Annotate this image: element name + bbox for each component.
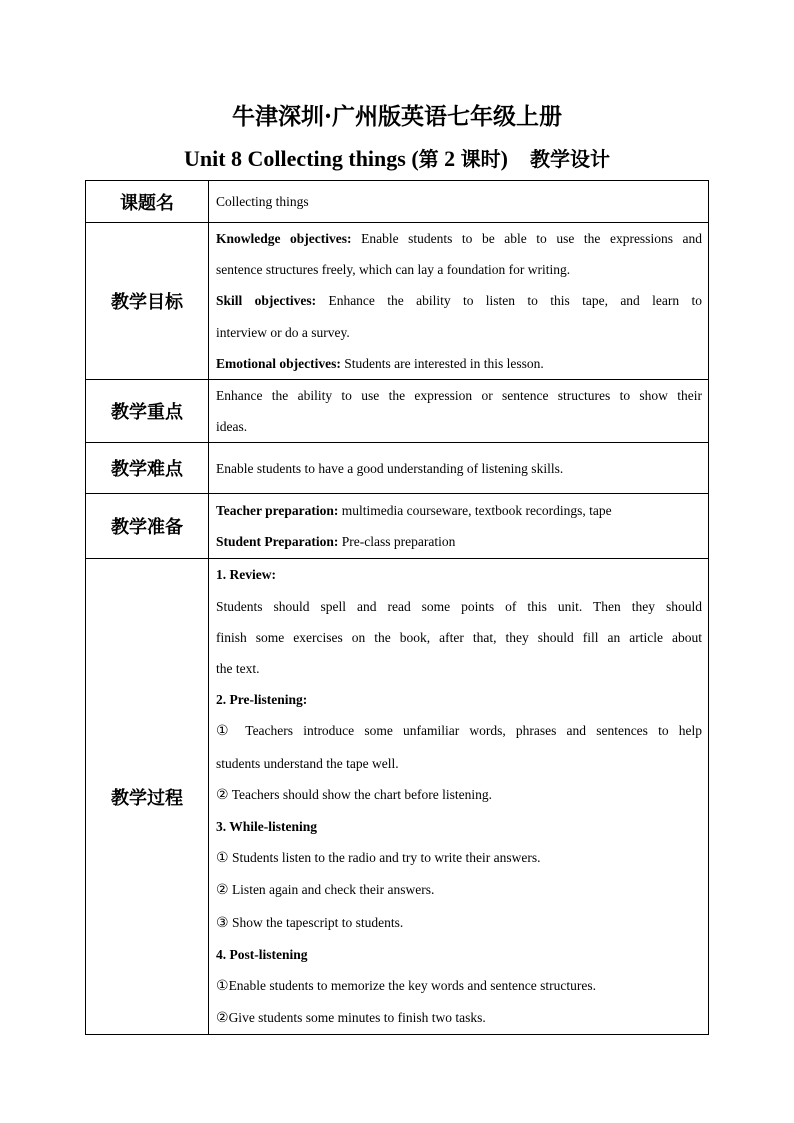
label-key-points: 教学重点 [86,380,209,443]
key-points-line-2: ideas. [216,419,248,435]
pre-listening-item-1a [216,715,702,747]
label-objectives: 教学目标 [86,223,209,380]
review-line-1: Students should spell and read some points of this unit. Then they should [216,598,702,614]
topic-text: Collecting things [216,193,309,209]
review-heading-text: 1. Review: [216,567,276,583]
teacher-preparation-heading: Teacher preparation: [216,503,339,519]
knowledge-heading: Knowledge objectives: [216,231,352,246]
skill-line-1 [216,285,702,316]
teacher-preparation-line [216,495,702,526]
subtitle-unit: Unit 8 Collecting things ( [183,146,419,171]
post-listening-text-2: Give students some minutes to finish two tasks. [228,1010,486,1026]
pre-listening-heading [216,684,702,715]
key-points-line-1: Enhance the ability to use the expression or sentence structures to show their [216,388,702,404]
skill-text-1: Enhance the ability to listen to this tape, and learn to [316,293,702,309]
content-preparation [209,494,709,559]
lesson-plan-table [85,180,709,1035]
subtitle-lesson-number: 2 [438,146,461,171]
circled-number-1: ① [216,723,236,740]
post-listening-item-2 [216,1002,702,1034]
pre-listening-text-2: Teachers should show the chart before listening. [228,786,493,802]
student-preparation-text: Pre-class preparation [338,534,456,550]
pre-listening-item-1b: students understand the tape well. [216,755,399,771]
label-process: 教学过程 [86,559,209,1035]
subtitle-cn-period: 课时 [460,147,501,171]
pre-listening-item-2 [216,779,702,811]
emotional-text-1: Students are interested in this lesson. [340,355,544,371]
while-listening-heading-text: 3. While-listening [216,819,318,835]
while-listening-item-3 [216,907,702,939]
circled-number-2: ② [216,786,229,803]
label-preparation: 教学准备 [86,494,209,559]
student-preparation-line [216,526,702,557]
skill-line-2: interview or do a survey. [216,324,350,340]
knowledge-line-2: sentence structures freely, which can lay a foundation for writing. [216,262,571,278]
while-listening-text-3: Show the tapescript to students. [228,914,404,930]
document-title: 牛津深圳·广州版英语七年级上册 [231,103,562,130]
content-key-points [209,380,709,443]
circled-number-2: ② [216,1010,229,1027]
content-topic [209,181,709,223]
document-subtitle [0,143,794,175]
post-listening-heading-text: 4. Post-listening [216,946,308,962]
row-key-points [86,380,709,443]
label-topic: 课题名 [86,181,209,223]
skill-heading: Skill objectives: [216,293,317,309]
review-heading [216,559,702,590]
subtitle-cn-di: 第 [418,147,439,171]
difficulties-line-1: Enable students to have a good understanding of listening skills. [216,460,564,476]
emotional-line-1 [216,348,702,379]
content-process [209,559,709,1035]
circled-number-1: ① [216,978,229,995]
post-listening-heading [216,939,702,970]
knowledge-line-1 [216,223,702,254]
row-preparation [86,494,709,559]
circled-number-2: ② [216,882,229,899]
circled-number-3: ③ [216,914,229,931]
row-process [86,559,709,1035]
while-listening-item-1 [216,842,702,874]
while-listening-text-1: Students listen to the radio and try to write their answers. [228,850,541,866]
post-listening-item-1 [216,970,702,1002]
content-objectives [209,223,709,380]
student-preparation-heading: Student Preparation: [216,534,339,550]
row-objectives [86,223,709,380]
emotional-heading: Emotional objectives: [216,355,341,371]
subtitle-cn-design: 教学设计 [530,147,610,171]
content-difficulties [209,443,709,494]
review-line-3: the text. [216,661,260,677]
while-listening-item-2 [216,874,702,906]
circled-number-1: ① [216,850,229,867]
review-line-2: finish some exercises on the book, after that, they should fill an article about [216,629,702,645]
while-listening-text-2: Listen again and check their answers. [228,882,435,898]
row-topic [86,181,709,223]
teacher-preparation-text: multimedia courseware, textbook recordings, tape [338,503,612,519]
row-difficulties [86,443,709,494]
subtitle-close: ) [500,146,508,171]
while-listening-heading [216,811,702,842]
pre-listening-heading-text: 2. Pre-listening: [216,692,308,708]
label-difficulties: 教学难点 [86,443,209,494]
knowledge-text-1: Enable students to be able to use the expressions and [351,231,702,246]
post-listening-text-1: Enable students to memorize the key words and sentence structures. [228,978,596,994]
pre-listening-text-1a: Teachers introduce some unfamiliar words, phrases and sentences to help [235,723,702,739]
